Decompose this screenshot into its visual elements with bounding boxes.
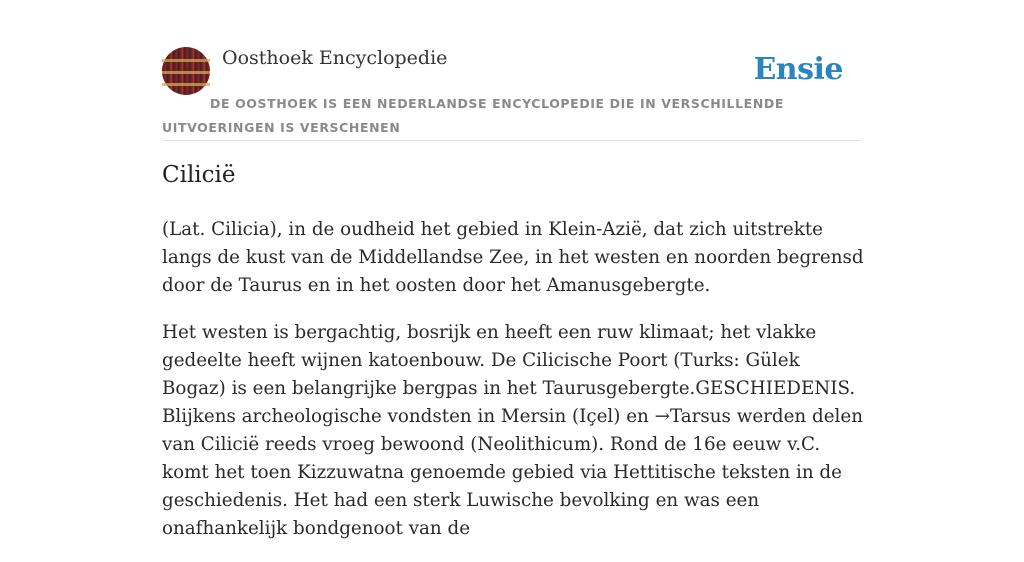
article-title: Cilicië	[162, 162, 236, 188]
site-header	[162, 46, 862, 141]
site-avatar[interactable]	[162, 47, 210, 95]
article-paragraph: (Lat. Cilicia), in de oudheid het gebied in Klein-Azië, dat zich uitstrekte langs de kust van de Middellandse Zee, in het westen en noorden begrensd door de Taurus en in het oosten door het Amanusgebergte.	[162, 219, 864, 296]
article-body	[162, 216, 864, 562]
ensie-logo-link[interactable]: Ensie	[753, 52, 843, 87]
article-paragraph: Het westen is bergachtig, bosrijk en heeft een ruw klimaat; het vlakke gedeelte heeft wijnen katoenbouw. De Cilicische Poort (Turks: Gülek Bogaz) is een belangrijke bergpas in het Taurusgebergte.GESCHIEDENIS. Blijkens archeologische vondsten in Mersin (Içel) en →Tarsus werden delen van Cilicië reeds vroeg bewoond (Neolithicum). Rond de 16e eeuw v.C. komt het toen Kizzuwatna genoemde gebied via Hettitische teksten in de geschiedenis. Het had een sterk Luwische bevolking en was een onafhankelijk bondgenoot van de	[162, 322, 863, 539]
site-name-link[interactable]: Oosthoek Encyclopedie	[222, 47, 448, 69]
site-tagline: DE OOSTHOEK IS EEN NEDERLANDSE ENCYCLOPEDIE DIE IN VERSCHILLENDE UITVOERINGEN IS VERSCHENEN	[162, 96, 784, 135]
